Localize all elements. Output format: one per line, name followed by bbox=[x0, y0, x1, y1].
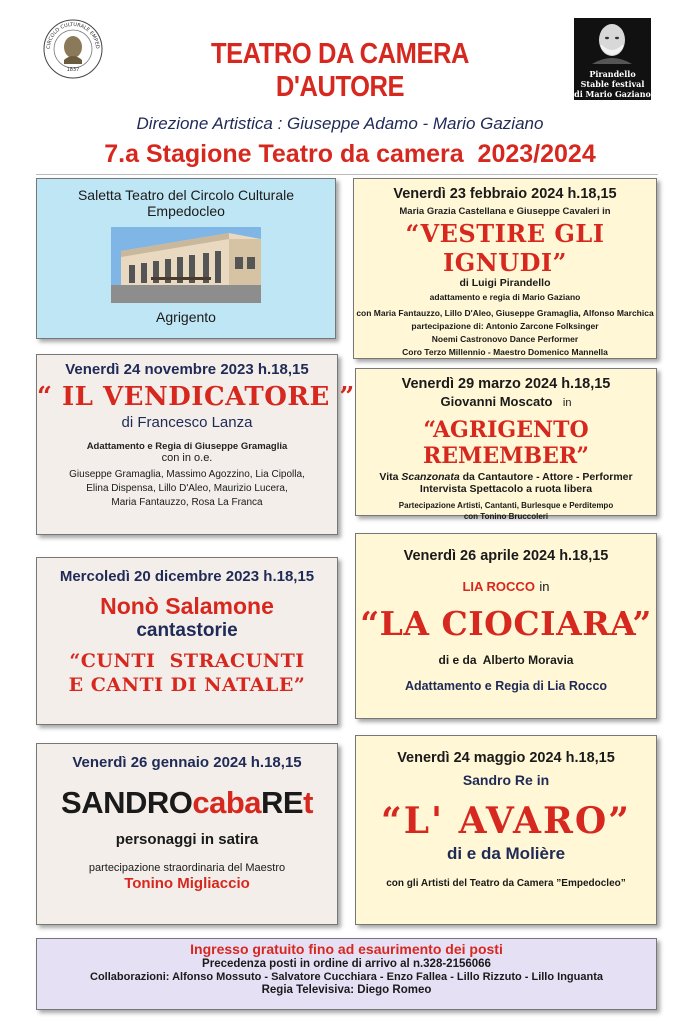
event-feb-part-3: Coro Terzo Millennio - Maestro Domenico Mannella bbox=[402, 347, 608, 357]
event-jan-title-a: SANDRO bbox=[61, 785, 193, 820]
badge-line-1: Pirandello bbox=[589, 69, 636, 79]
event-may-author: di e da Molière bbox=[446, 844, 566, 863]
badge-line-2: Stable festival bbox=[580, 79, 645, 89]
event-nov-direction: Adattamento e Regia di Giuseppe Gramaglia bbox=[86, 441, 288, 452]
event-nov-cast-2: Elina Dispensa, Lillo D'Aleo, Maurizio Lucera, bbox=[86, 483, 288, 494]
event-apr-presenter-in: in bbox=[539, 579, 550, 594]
event-nov-with: con in o.e. bbox=[161, 452, 213, 464]
building-photo-icon bbox=[111, 227, 261, 303]
event-feb-title: “VESTIRE GLI IGNUDI” bbox=[405, 219, 605, 277]
venue-line-1: Saletta Teatro del Circolo Culturale bbox=[77, 187, 295, 203]
footer-panel bbox=[36, 938, 657, 1010]
event-jan-guest: Tonino Migliaccio bbox=[124, 875, 250, 892]
event-mar-presenter-name: Giovanni Moscato bbox=[440, 394, 553, 409]
footer-line-1: Ingresso gratuito fino ad esaurimento dei posti bbox=[190, 941, 503, 957]
event-mar-desc-1-b: Scanzonata bbox=[401, 471, 460, 483]
event-mar-date: Venerdì 29 marzo 2024 h.18,15 bbox=[401, 376, 611, 392]
event-mar-desc-2: Intervista Spettacolo a ruota libera bbox=[419, 483, 593, 495]
event-mar-title: “AGRIGENTO REMEMBER” bbox=[422, 417, 590, 469]
event-mar-part-1: Partecipazione Artisti, Cantanti, Burlesque e Perditempo bbox=[398, 501, 614, 510]
event-jan-date: Venerdì 26 gennaio 2024 h.18,15 bbox=[72, 754, 302, 771]
event-mar-panel bbox=[355, 368, 657, 521]
event-feb-part-1: partecipazione di: Antonio Zarcone Folksinger bbox=[411, 321, 599, 331]
event-feb-presenters: Maria Grazia Castellana e Giuseppe Cavaleri in bbox=[399, 206, 611, 217]
event-apr-panel bbox=[355, 533, 657, 719]
event-feb-direction: adattamento e regia di Mario Gaziano bbox=[429, 292, 581, 302]
footer-line-2: Precedenza posti in ordine di arrivo al n.328-2156066 bbox=[202, 958, 491, 970]
event-feb-panel bbox=[353, 178, 657, 359]
event-may-date: Venerdì 24 maggio 2024 h.18,15 bbox=[397, 750, 615, 766]
event-nov-date: Venerdì 24 novembre 2023 h.18,15 bbox=[65, 361, 309, 378]
pirandello-portrait-icon bbox=[574, 18, 651, 64]
event-jan-panel bbox=[36, 743, 338, 925]
event-apr-presenter bbox=[356, 578, 656, 596]
header-divider bbox=[36, 174, 658, 175]
event-nov-panel bbox=[36, 354, 355, 535]
season-title: 7.a Stagione Teatro da camera 2023/2024 bbox=[104, 140, 596, 168]
event-jan-guest-intro: partecipazione straordinaria del Maestro bbox=[88, 862, 286, 874]
event-mar-part-2: con Tonino Bruccoleri bbox=[463, 512, 549, 521]
event-feb-author: di Luigi Pirandello bbox=[459, 277, 551, 289]
event-dec-performer: Nonò Salamone bbox=[100, 593, 274, 619]
footer-line-3: Collaborazioni: Alfonso Mossuto - Salvatore Cucchiara - Enzo Fallea - Lillo Rizzuto - Lillo Inguanta bbox=[90, 971, 603, 983]
seal-logo-icon bbox=[42, 18, 104, 80]
event-may-presenter: Sandro Re in bbox=[462, 772, 550, 788]
footer-line-4: Regia Televisiva: Diego Romeo bbox=[261, 984, 432, 996]
badge-line-3: di Mario Gaziano bbox=[574, 89, 651, 99]
venue-city: Agrigento bbox=[156, 309, 216, 325]
event-apr-title: “LA CIOCIARA” bbox=[360, 604, 652, 643]
event-dec-panel bbox=[36, 557, 338, 725]
event-jan-title bbox=[37, 785, 337, 821]
event-may-panel bbox=[355, 735, 657, 925]
event-mar-presenter-in: in bbox=[562, 397, 572, 409]
event-jan-title-c: RE bbox=[261, 785, 304, 820]
artistic-direction: Direzione Artistica : Giuseppe Adamo - Mario Gaziano bbox=[136, 114, 544, 133]
event-mar-presenter bbox=[356, 393, 656, 411]
event-nov-title: “ IL VENDICATORE ” bbox=[37, 382, 355, 412]
pirandello-badge bbox=[574, 18, 651, 100]
event-apr-direction: Adattamento e Regia di Lia Rocco bbox=[404, 679, 608, 693]
event-feb-part-2: Noemi Castronovo Dance Performer bbox=[431, 334, 579, 344]
event-apr-date: Venerdì 26 aprile 2024 h.18,15 bbox=[403, 548, 609, 564]
venue-panel bbox=[36, 178, 336, 339]
event-dec-title-1: “CUNTI STRACUNTI bbox=[69, 650, 305, 672]
event-nov-cast-3: Maria Fantauzzo, Rosa La Franca bbox=[111, 497, 263, 508]
seal-year: 1837 bbox=[66, 67, 80, 73]
event-mar-desc-1-a: Vita bbox=[379, 471, 402, 483]
venue-line-2: Empedocleo bbox=[147, 203, 225, 219]
event-apr-presenter-name: LIA ROCCO bbox=[462, 579, 535, 594]
event-jan-title-b: caba bbox=[192, 785, 262, 820]
event-feb-date: Venerdì 23 febbraio 2024 h.18,15 bbox=[393, 186, 617, 202]
event-dec-title-2: E CANTI DI NATALE” bbox=[68, 674, 306, 696]
event-jan-title-d: t bbox=[303, 785, 313, 820]
event-apr-author: di e da Alberto Moravia bbox=[438, 653, 574, 667]
event-feb-cast: con Maria Fantauzzo, Lillo D'Aleo, Giuseppe Gramaglia, Alfonso Marchica bbox=[356, 308, 654, 318]
event-nov-cast-1: Giuseppe Gramaglia, Massimo Agozzino, Lia Cipolla, bbox=[69, 469, 305, 480]
event-mar-desc-1-c: da Cantautore - Attore - Performer bbox=[459, 471, 633, 483]
event-jan-subtitle: personaggi in satira bbox=[115, 831, 259, 848]
event-nov-author: di Francesco Lanza bbox=[121, 414, 253, 431]
seal-text: CIRCOLO CULTURALE EMPED bbox=[45, 21, 101, 50]
event-dec-role: cantastorie bbox=[136, 620, 238, 641]
event-dec-date: Mercoledì 20 dicembre 2023 h.18,15 bbox=[59, 568, 315, 585]
page-title: TEATRO DA CAMERA D'AUTORE bbox=[210, 38, 470, 103]
event-may-cast: con gli Artisti del Teatro da Camera ”Empedocleo” bbox=[386, 878, 626, 889]
event-may-title: “L' AVARO” bbox=[381, 800, 631, 842]
event-mar-desc-1 bbox=[356, 471, 656, 483]
